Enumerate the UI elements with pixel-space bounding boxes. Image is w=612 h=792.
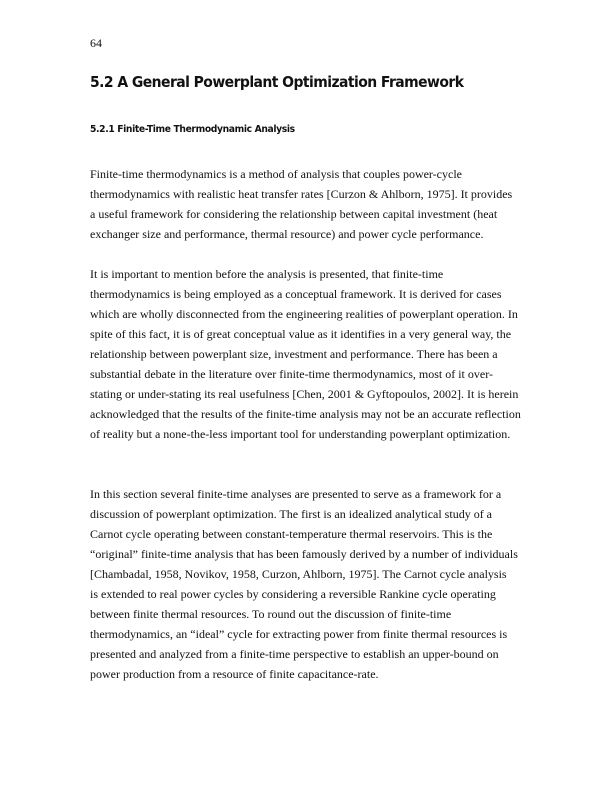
text-line: Carnot cycle operating between constant-temperature thermal reservoirs. This is the [90, 527, 493, 541]
text-line: In this section several finite-time analyses are presented to serve as a framework for a [90, 487, 502, 501]
text-line: spite of this fact, it is of great conceptual value as it identifies in a very general way, the [90, 327, 512, 341]
text-line: “original” finite-time analysis that has been famously derived by a number of individuals [90, 547, 518, 561]
text-line: acknowledged that the results of the finite-time analysis may not be an accurate reflection [90, 407, 521, 421]
text-line: substantial debate in the literature over finite-time thermodynamics, most of it over- [90, 367, 493, 381]
paragraph-2 [90, 264, 530, 444]
text-line: thermodynamics, an “ideal” cycle for extracting power from finite thermal resources is [90, 627, 508, 641]
text-line: It is important to mention before the analysis is presented, that finite-time [90, 267, 444, 281]
text-line: between finite thermal resources. To round out the discussion of finite-time [90, 607, 452, 621]
text-line: discussion of powerplant optimization. The first is an idealized analytical study of a [90, 507, 493, 521]
text-line: a useful framework for considering the relationship between capital investment (heat [90, 207, 498, 221]
subsection-title: 5.2.1 Finite-Time Thermodynamic Analysis [90, 124, 295, 135]
section-title: 5.2 A General Powerplant Optimization Framework [90, 73, 464, 91]
text-line: relationship between powerplant size, investment and performance. There has been a [90, 347, 498, 361]
text-line: presented and analyzed from a finite-time perspective to establish an upper-bound on [90, 647, 499, 661]
text-line: stating or under-stating its real usefulness [Chen, 2001 & Gyftopoulos, 2002]. It is herein [90, 387, 519, 401]
text-line: thermodynamics with realistic heat transfer rates [Curzon & Ahlborn, 1975]. It provides [90, 187, 513, 201]
text-line: [Chambadal, 1958, Novikov, 1958, Curzon, Ahlborn, 1975]. The Carnot cycle analysis [90, 567, 507, 581]
page-number: 64 [90, 36, 102, 50]
text-line: of reality but a none-the-less important tool for understanding powerplant optimization. [90, 427, 511, 441]
paragraph-1 [90, 164, 530, 244]
text-line: is extended to real power cycles by considering a reversible Rankine cycle operating [90, 587, 496, 601]
paragraph-3 [90, 484, 530, 684]
text-line: thermodynamics is being employed as a conceptual framework. It is derived for cases [90, 287, 502, 301]
text-line: which are wholly disconnected from the engineering realities of powerplant operation. In [90, 307, 518, 321]
text-line: Finite-time thermodynamics is a method of analysis that couples power-cycle [90, 167, 462, 181]
text-line: power production from a resource of finite capacitance-rate. [90, 667, 379, 681]
text-line: exchanger size and performance, thermal resource) and power cycle performance. [90, 227, 484, 241]
